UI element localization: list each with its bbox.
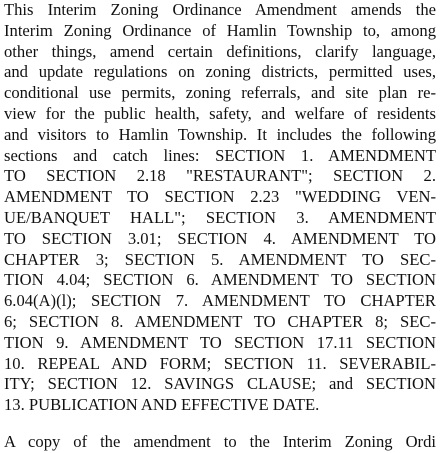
text-line: and visitors to Hamlin Township. It includes the following xyxy=(4,124,436,144)
text-line: view for the public health, safety, and welfare of residents xyxy=(4,103,436,123)
text-line: 10. REPEAL AND FORM; SECTION 11. SEVERABIL- xyxy=(4,353,436,373)
paragraph-ordinance-summary xyxy=(4,0,436,416)
text-line: and update regulations on zoning districts, permitted uses, xyxy=(4,62,436,82)
text-line: A copy of the amendment to the Interim Zoning Ordi xyxy=(4,431,436,451)
text-line: AMENDMENT TO SECTION 2.23 "WEDDING VEN- xyxy=(4,187,436,207)
text-line: This Interim Zoning Ordinance Amendment amends the xyxy=(4,0,436,19)
text-line: TO SECTION 3.01; SECTION 4. AMENDMENT TO xyxy=(4,228,436,248)
text-line: 13. PUBLICATION AND EFFECTIVE DATE. xyxy=(4,395,320,415)
text-line: TION 9. AMENDMENT TO SECTION 17.11 SECTION xyxy=(4,332,436,352)
paragraph-copy-notice xyxy=(4,432,436,453)
text-line: UE/BANQUET HALL"; SECTION 3. AMENDMENT xyxy=(4,207,436,227)
text-line: 6.04(A)(l); SECTION 7. AMENDMENT TO CHAPTER xyxy=(4,291,436,311)
text-line: sections and catch lines: SECTION 1. AMENDMENT xyxy=(4,145,436,165)
text-line: ITY; SECTION 12. SAVINGS CLAUSE; and SECTION xyxy=(4,374,436,394)
text-line: TION 4.04; SECTION 6. AMENDMENT TO SECTION xyxy=(4,270,436,290)
text-line: other things, amend certain definitions, clarify language, xyxy=(4,41,436,61)
text-line: 6; SECTION 8. AMENDMENT TO CHAPTER 8; SEC- xyxy=(4,311,436,331)
text-line: conditional use permits, zoning referrals, and site plan re- xyxy=(4,83,436,103)
text-line: CHAPTER 3; SECTION 5. AMENDMENT TO SEC- xyxy=(4,249,436,269)
document-body xyxy=(4,0,436,453)
text-line: TO SECTION 2.18 "RESTAURANT"; SECTION 2. xyxy=(4,166,436,186)
text-line: Interim Zoning Ordinance of Hamlin Township to, among xyxy=(4,20,436,40)
